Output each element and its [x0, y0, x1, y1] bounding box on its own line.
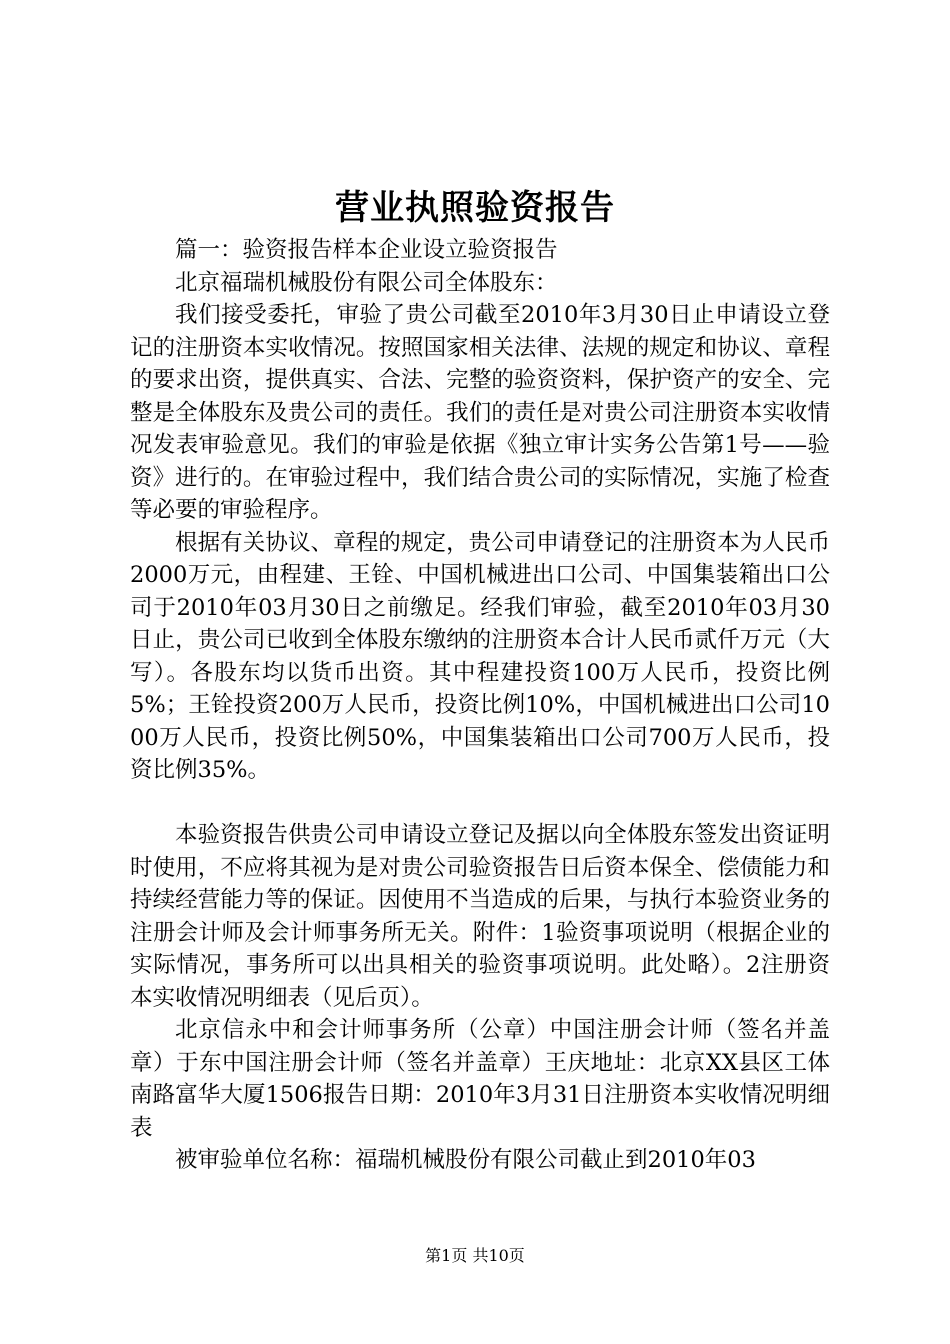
document-body	[130, 234, 830, 1177]
paragraph-spacer	[130, 787, 830, 820]
page-indicator: 第1页 共10页	[425, 1246, 525, 1265]
addressee-line: 北京福瑞机械股份有限公司全体股东：	[175, 269, 558, 296]
paragraph-capital-details: 根据有关协议、章程的规定，贵公司申请登记的注册资本为人民币2000万元，由程建、王铨、中国机械进出口公司、中国集装箱出口公司于2010年03月30日之前缴足。经我们审验，截至2010年03月30日止，贵公司已收到全体股东缴纳的注册资本合计人民币贰仟万元（大写）。各股东均以货币出资。其中程建投资100万人民币，投资比例5%；王铨投资200万人民币，投资比例10%，中国机械进出口公司1000万人民币，投资比例50%，中国集装箱出口公司700万人民币，投资比例35%。	[130, 529, 830, 783]
paragraph-audited-entity: 被审验单位名称：福瑞机械股份有限公司截止到2010年03	[175, 1147, 756, 1173]
section-heading: 篇一：验资报告样本企业设立验资报告	[175, 237, 558, 263]
paragraph-usage-note: 本验资报告供贵公司申请设立登记及据以向全体股东签发出资证明时使用，不应将其视为是对贵公司验资报告日后资本保全、偿债能力和持续经营能力等的保证。因使用不当造成的后果，与执行本验资业务的注册会计师及会计师事务所无关。附件：1验资事项说明（根据企业的实际情况，事务所可以出具相关的验资事项说明。此处略）。2注册资本实收情况明细表（见后页）。	[130, 822, 830, 1011]
paragraph-signatures: 北京信永中和会计师事务所（公章）中国注册会计师（签名并盖章）于东中国注册会计师（签名并盖章）王庆地址：北京XX县区工体南路富华大厦1506报告日期：2010年3月31日注册资本实收情况明细表	[130, 1017, 830, 1141]
document-title: 营业执照验资报告	[335, 188, 615, 228]
paragraph-responsibility: 我们接受委托，审验了贵公司截至2010年3月30日止申请设立登记的注册资本实收情况。按照国家相关法律、法规的规定和协议、章程的要求出资，提供真实、合法、完整的验资资料，保护资产的安全、完整是全体股东及贵公司的责任。我们的责任是对贵公司注册资本实收情况发表审验意见。我们的审验是依据《独立审计实务公告第1号——验资》进行的。在审验过程中，我们结合贵公司的实际情况，实施了检查等必要的审验程序。	[130, 302, 830, 523]
